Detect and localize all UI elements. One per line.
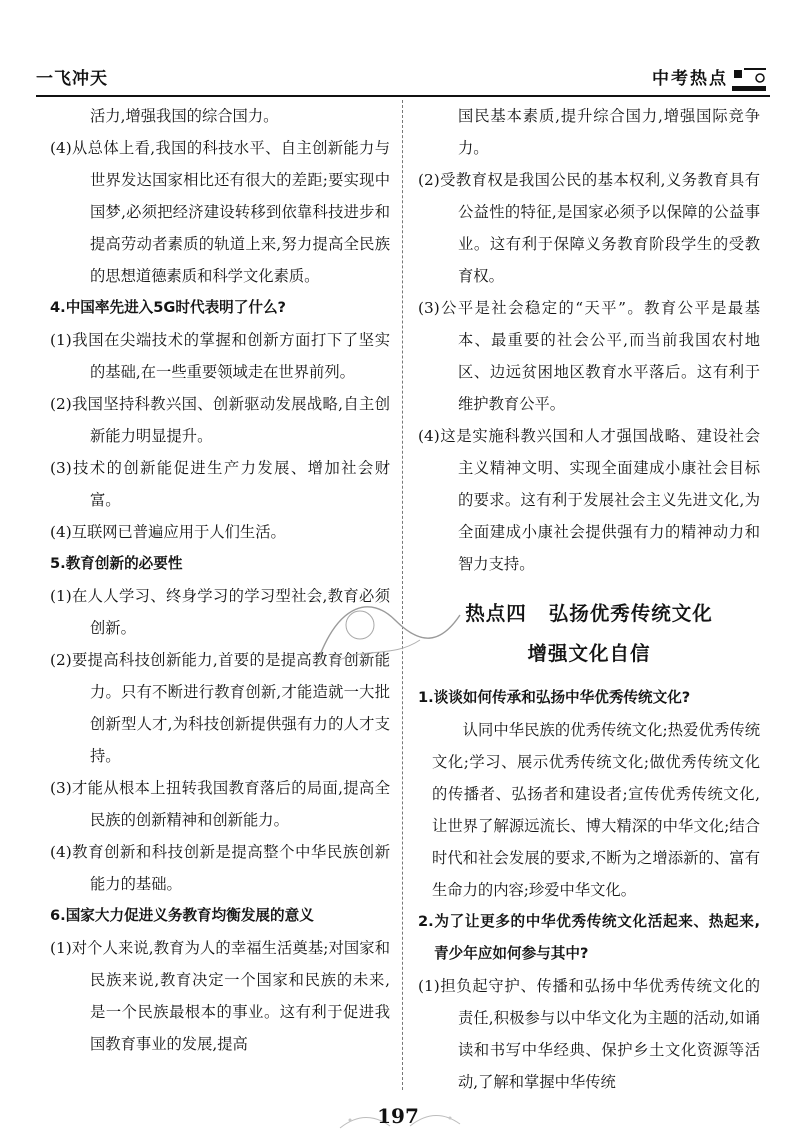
answer-item: (4)互联网已普遍应用于人们生活。 [50,523,286,541]
section-label: 热点四 [465,602,527,625]
continued-text: 活力,增强我国的综合国力。 [90,107,279,125]
answer-item: (1)在人人学习、终身学习的学习型社会,教育必须创新。 [50,587,390,637]
section-title-line1: 弘扬优秀传统文化 [548,602,713,625]
answer-item: (2)我国坚持科教兴国、创新驱动发展战略,自主创新能力明显提升。 [50,395,390,445]
answer-item: (4)从总体上看,我国的科技水平、自主创新能力与世界发达国家相比还有很大的差距;要实现中国梦,必须把经济建设转移到依靠科技进步和提高劳动者素质的轨道上来,努力提高全民族的思想道德素质和科学文化素质。 [50,139,390,285]
answer-item: (3)技术的创新能促进生产力发展、增加社会财富。 [50,459,390,509]
question-heading: 1.谈谈如何传承和弘扬中华优秀传统文化? [418,689,691,706]
answer-item: (4)教育创新和科技创新是提高整个中华民族创新能力的基础。 [50,843,390,893]
answer-item: (2)要提高科技创新能力,首要的是提高教育创新能力。只有不断进行教育创新,才能造就一大批创新型人才,为科技创新提供强有力的人才支持。 [50,651,390,765]
answer-item: (1)我国在尖端技术的掌握和创新方面打下了坚实的基础,在一些重要领域走在世界前列。 [50,331,390,381]
section-title-line2: 增强文化自信 [527,642,651,665]
question-heading: 2.为了让更多的中华优秀传统文化活起来、热起来,青少年应如何参与其中? [418,913,760,962]
answer-item: (4)这是实施科教兴国和人才强国战略、建设社会主义精神文明、实现全面建成小康社会目标的要求。这有利于发展社会主义先进文化,为全面建成小康社会提供强有力的精神动力和智力支持。 [418,427,760,573]
answer-item: (3)公平是社会稳定的“天平”。教育公平是最基本、最重要的社会公平,而当前我国农村地区、边远贫困地区教育水平落后。这有利于维护教育公平。 [418,299,760,413]
book-series-title: 一飞冲天 [36,69,108,89]
section-header-label: 中考热点 [652,69,728,89]
answer-paragraph: 认同中华民族的优秀传统文化;热爱优秀传统文化;学习、展示优秀传统文化;做优秀传统文化的传播者、弘扬者和建设者;宣传优秀传统文化,让世界了解源远流长、博大精深的中华文化;结合时代和社会发展的要求,不断为之增添新的、富有生命力的内容;珍爱中华文化。 [432,721,760,899]
question-heading: 6.国家大力促进义务教育均衡发展的意义 [50,907,314,924]
page-header [36,64,770,94]
answer-item: (1)对个人来说,教育为人的幸福生活奠基;对国家和民族来说,教育决定一个国家和民族的未来,是一个民族最根本的事业。这有利于促进我国教育事业的发展,提高 [50,939,390,1053]
answer-item: (3)才能从根本上扭转我国教育落后的局面,提高全民族的创新精神和创新能力。 [50,779,390,829]
watermark-stamp-icon [300,585,470,685]
header-rule [36,95,770,97]
question-heading: 4.中国率先进入5G时代表明了什么? [50,299,287,316]
answer-item: (2)受教育权是我国公民的基本权利,义务教育具有公益性的特征,是国家必须予以保障的公益事业。这有利于保障义务教育阶段学生的受教育权。 [418,171,760,285]
continued-text: 国民基本素质,提升综合国力,增强国际竞争力。 [458,107,760,157]
question-heading: 5.教育创新的必要性 [50,555,183,572]
left-column [50,100,390,1060]
header-ornament-icon [730,64,770,94]
page-number: 197 [377,1104,419,1128]
answer-item: (1)担负起守护、传播和弘扬中华优秀传统文化的责任,积极参与以中华文化为主题的活动,如诵读和书写中华经典、保护乡土文化资源等活动,了解和掌握中华传统 [418,977,760,1091]
